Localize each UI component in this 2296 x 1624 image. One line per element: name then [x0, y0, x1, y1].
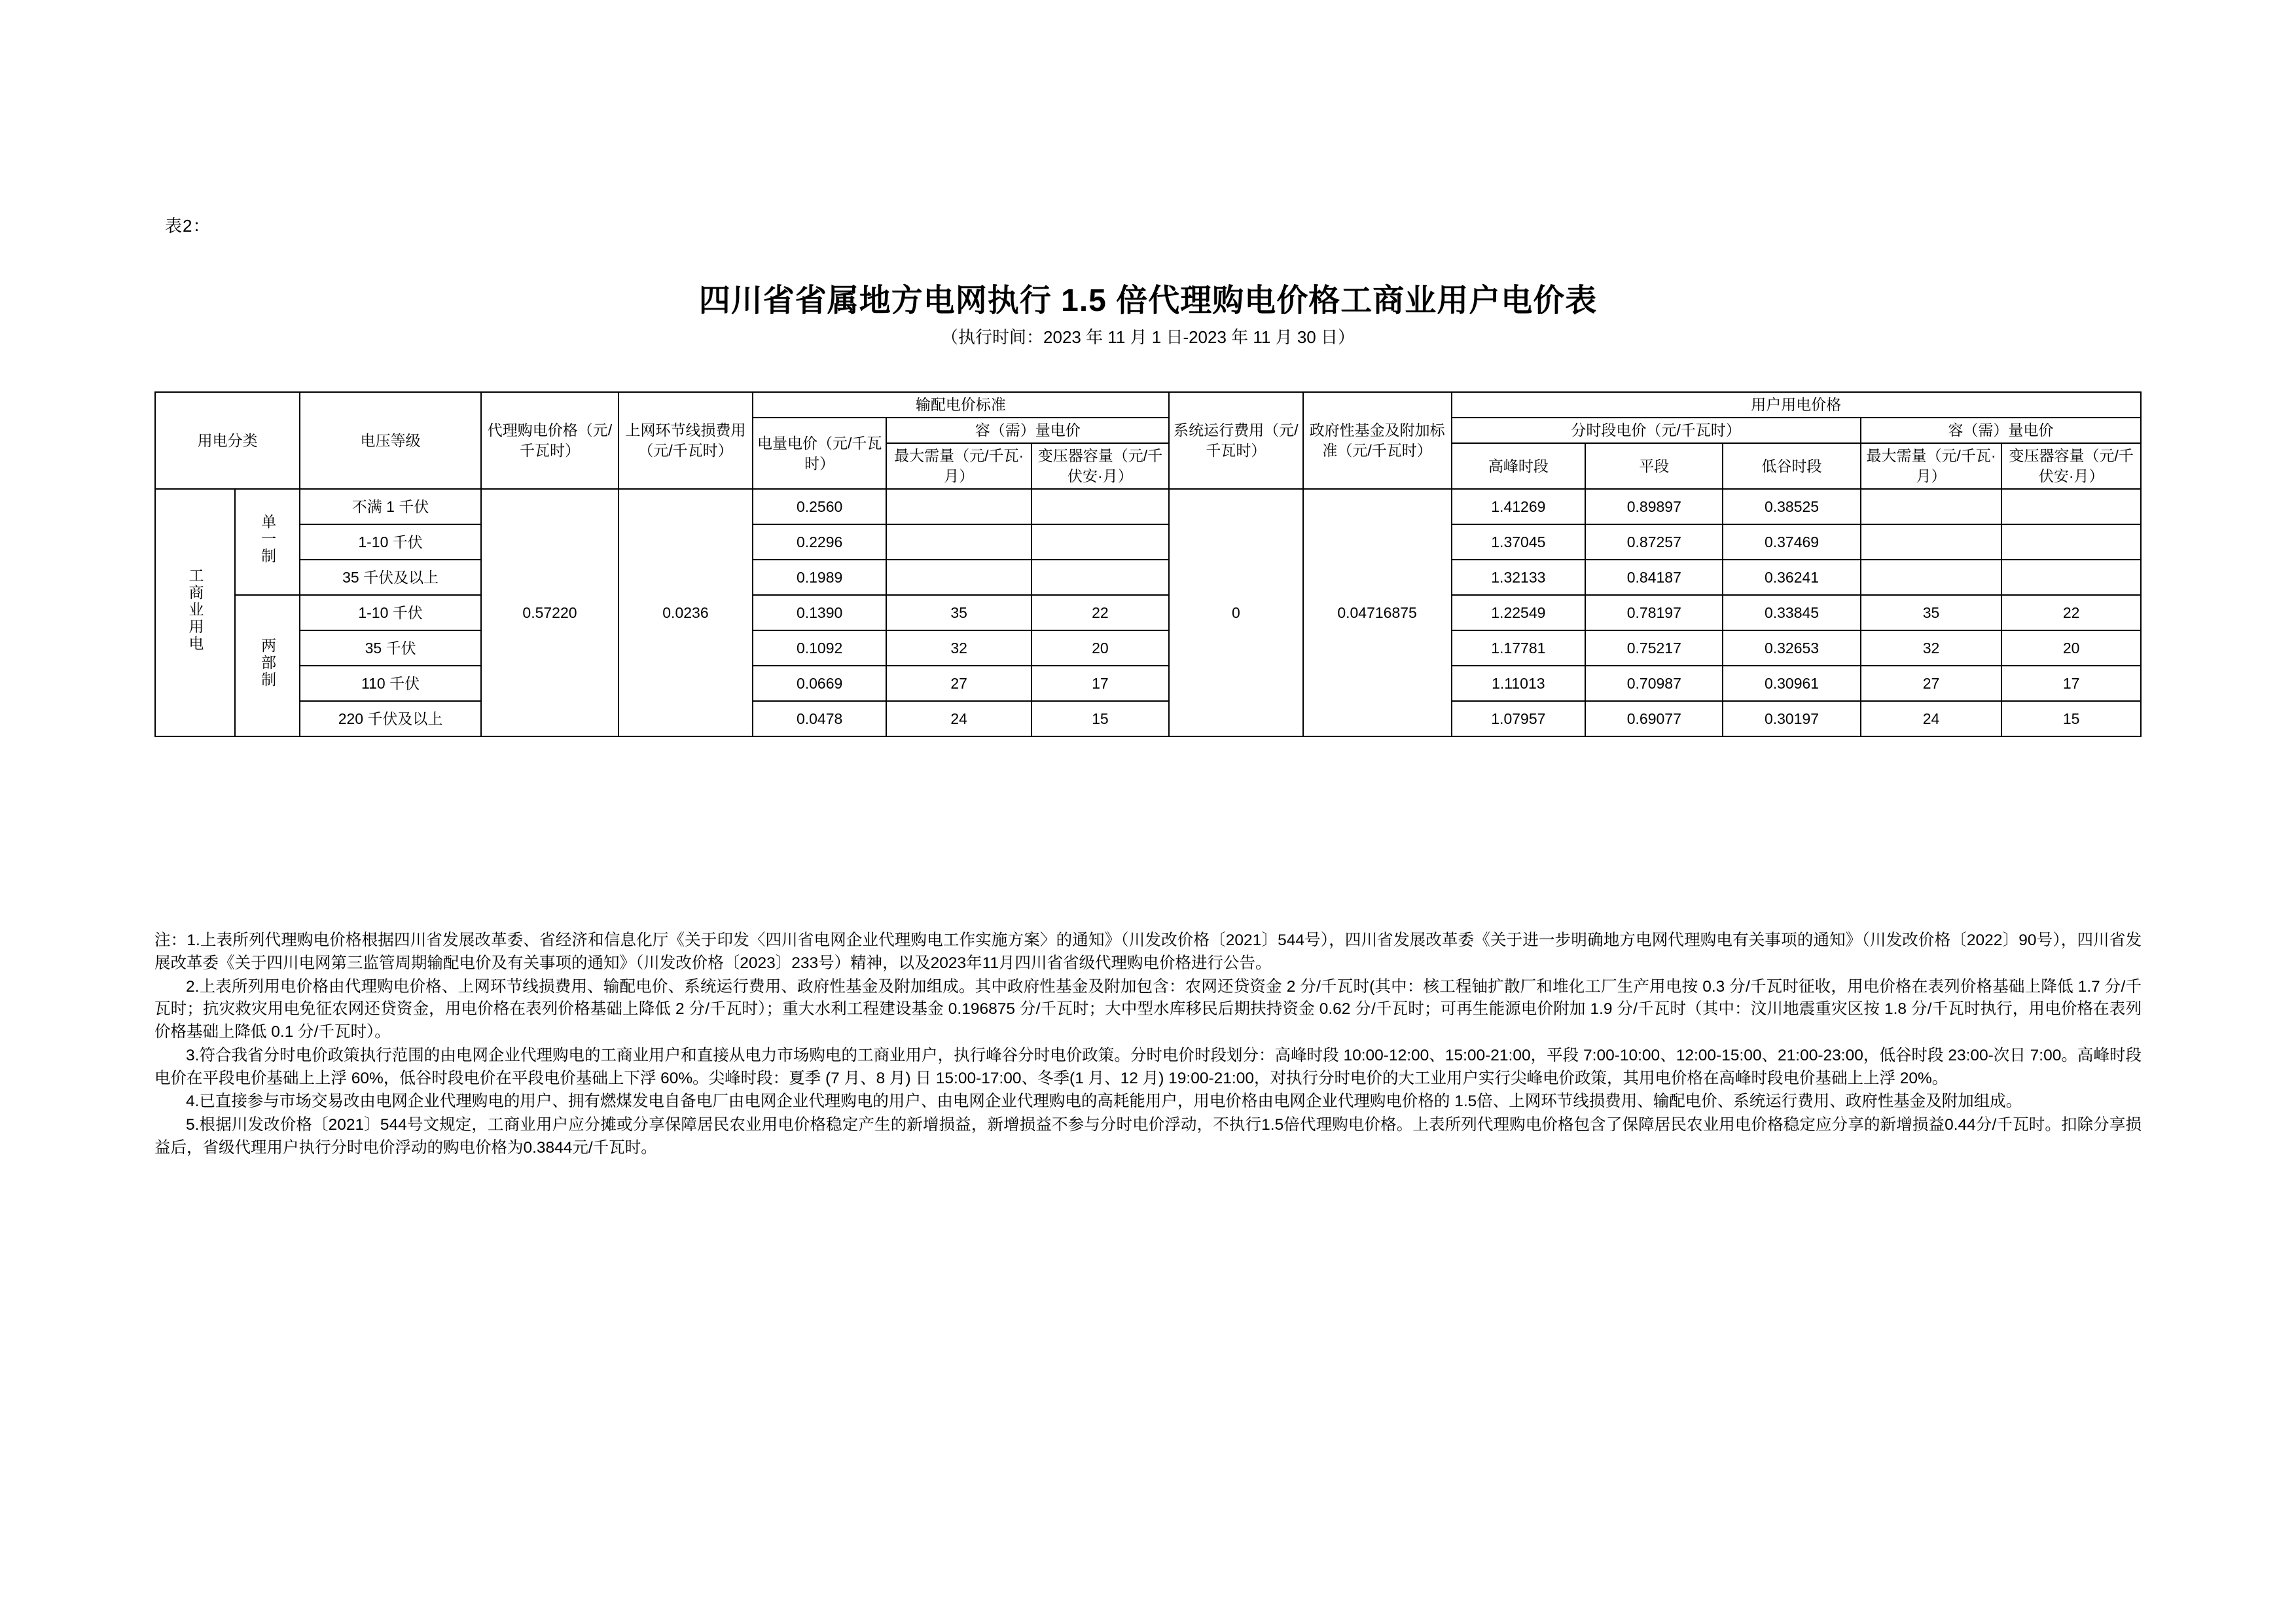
footnote-4: 4.已直接参与市场交易改由电网企业代理购电的用户、拥有燃煤发电自备电厂由电网企业代理购电的用户、由电网企业代理购电的高耗能用户，用电价格由电网企业代理购电价格的 1.5倍、上网环节线损费用、输配电价、系统运行费用、政府性基金及附加组成。: [186, 1092, 2022, 1111]
header-tou-group: 分时段电价（元/千瓦时）: [1452, 418, 1861, 443]
header-grid-loss: 上网环节线损费用（元/千瓦时）: [619, 392, 753, 489]
cell-max-demand: 32: [886, 630, 1031, 666]
electricity-price-table: [154, 391, 2142, 737]
cell-peak: 1.07957: [1452, 701, 1586, 736]
table-row: [155, 560, 2141, 595]
cell-group-single: [235, 489, 300, 595]
cell-system-op-fee: 0: [1169, 489, 1303, 736]
footnote-5: 5.根据川发改价格〔2021〕544号文规定，工商业用户应分摊或分享保障居民农业用电价格稳定产生的新增损益，新增损益不参与分时电价浮动，不执行1.5倍代理购电价格。上表所列代理购电价格包含了保障居民农业用电价格稳定应分享的新增损益0.44分/千瓦时。扣除分享损益后，省级代理用户执行分时电价浮动的购电价格为0.3844元/千瓦时。: [154, 1116, 2142, 1157]
cell-flat: 0.69077: [1585, 701, 1723, 736]
cell-voltage: 35 千伏及以上: [300, 560, 481, 595]
cell-transformer-capacity: 20: [1031, 630, 1169, 666]
table-row: [155, 666, 2141, 701]
cell-flat: 0.75217: [1585, 630, 1723, 666]
cell-transformer-capacity: 22: [1031, 595, 1169, 630]
cell-max-demand: 35: [886, 595, 1031, 630]
cell-max-demand: [886, 489, 1031, 524]
header-voltage: 电压等级: [300, 392, 481, 489]
header-flat: 平段: [1585, 443, 1723, 489]
cell-voltage: 1-10 千伏: [300, 595, 481, 630]
cell-energy-price: 0.1092: [753, 630, 887, 666]
cell-user-transformer-capacity: [2001, 560, 2141, 595]
cell-max-demand: 24: [886, 701, 1031, 736]
table-label: 表2：: [165, 216, 211, 236]
cell-valley: 0.30961: [1723, 666, 1860, 701]
cell-voltage: 110 千伏: [300, 666, 481, 701]
cell-valley: 0.32653: [1723, 630, 1860, 666]
table-row: [155, 595, 2141, 630]
cell-agent-price: 0.57220: [481, 489, 619, 736]
page-subtitle: （执行时间：2023 年 11 月 1 日-2023 年 11 月 30 日）: [941, 327, 1355, 347]
footnote-3: 3.符合我省分时电价政策执行范围的由电网企业代理购电的工商业用户和直接从电力市场购电的工商业用户，执行峰谷分时电价政策。分时电价时段划分：高峰时段 10:00-12:00、15:00-21:00，平段 7:00-10:00、12:00-15:00、21:00-23:00，低谷时段 23:00-次日 7:00。高峰时段电价在平段电价基础上上浮 60%，低谷时段电价在平段电价基础上下浮 60%。尖峰时段：夏季 (7 月、8 月) 日 15:00-17:00、冬季(1 月、12 月) 19:00-21:00，对执行分时电价的大工业用户实行尖峰电价政策，其用电价格在高峰时段电价基础上上浮 20%。: [154, 1046, 2142, 1087]
cell-flat: 0.78197: [1585, 595, 1723, 630]
category-label-text: 工商业用电: [187, 568, 204, 653]
cell-voltage: 220 千伏及以上: [300, 701, 481, 736]
cell-transformer-capacity: 17: [1031, 666, 1169, 701]
price-table-container: [154, 391, 2142, 737]
group-label-single: 单一制: [259, 514, 277, 566]
cell-user-max-demand: [1861, 524, 2002, 560]
cell-peak: 1.37045: [1452, 524, 1586, 560]
footnotes: [154, 929, 2142, 1161]
cell-voltage: 35 千伏: [300, 630, 481, 666]
header-peak: 高峰时段: [1452, 443, 1586, 489]
cell-category-label: [155, 489, 235, 736]
cell-user-max-demand: [1861, 489, 2002, 524]
cell-energy-price: 0.1390: [753, 595, 887, 630]
header-transmission-group: 输配电价标准: [753, 392, 1169, 418]
header-max-demand: 最大需量（元/千瓦·月）: [886, 443, 1031, 489]
cell-peak: 1.11013: [1452, 666, 1586, 701]
header-energy-price: 电量电价（元/千瓦时）: [753, 418, 887, 489]
cell-user-max-demand: 35: [1861, 595, 2002, 630]
cell-energy-price: 0.2560: [753, 489, 887, 524]
cell-flat: 0.87257: [1585, 524, 1723, 560]
header-valley: 低谷时段: [1723, 443, 1860, 489]
cell-flat: 0.84187: [1585, 560, 1723, 595]
cell-user-transformer-capacity: 15: [2001, 701, 2141, 736]
cell-valley: 0.37469: [1723, 524, 1860, 560]
table-row: [155, 489, 2141, 524]
cell-user-max-demand: 24: [1861, 701, 2002, 736]
cell-energy-price: 0.1989: [753, 560, 887, 595]
table-row: [155, 701, 2141, 736]
cell-voltage: 1-10 千伏: [300, 524, 481, 560]
cell-valley: 0.36241: [1723, 560, 1860, 595]
cell-peak: 1.32133: [1452, 560, 1586, 595]
table-header-row-1: [155, 392, 2141, 418]
footnote-2: 2.上表所列用电价格由代理购电价格、上网环节线损费用、输配电价、系统运行费用、政府性基金及附加组成。其中政府性基金及附加包含：农网还贷资金 2 分/千瓦时(其中：核工程铀扩散厂和堆化工厂生产用电按 0.3 分/千瓦时征收，用电价格在表列价格基础上降低 1.7 分/千瓦时；抗灾救灾用电免征农网还贷资金，用电价格在表列价格基础上降低 2 分/千瓦时）；重大水利工程建设基金 0.196875 分/千瓦时；大中型水库移民后期扶持资金 0.62 分/千瓦时；可再生能源电价附加 1.9 分/千瓦时（其中：汶川地震重灾区按 1.8 分/千瓦时执行，用电价格在表列价格基础上降低 0.1 分/千瓦时）。: [154, 977, 2142, 1041]
header-system-op-fee: 系统运行费用（元/千瓦时）: [1169, 392, 1303, 489]
cell-transformer-capacity: [1031, 560, 1169, 595]
table-row: [155, 630, 2141, 666]
cell-grid-loss: 0.0236: [619, 489, 753, 736]
header-gov-fund: 政府性基金及附加标准（元/千瓦时）: [1303, 392, 1452, 489]
cell-max-demand: [886, 524, 1031, 560]
footnote-1: 注：1.上表所列代理购电价格根据四川省发展改革委、省经济和信息化厅《关于印发〈四川省电网企业代理购电工作实施方案〉的通知》（川发改价格〔2021〕544号），四川省发展改革委《关于进一步明确地方电网代理购电有关事项的通知》（川发改价格〔2022〕90号），四川省发展改革委《关于四川电网第三监管周期输配电价及有关事项的通知》（川发改价格〔2023〕233号）精神，以及2023年11月四川省省级代理购电价格进行公告。: [154, 931, 2142, 972]
cell-peak: 1.41269: [1452, 489, 1586, 524]
header-transformer-capacity: 变压器容量（元/千伏安·月）: [1031, 443, 1169, 489]
cell-valley: 0.33845: [1723, 595, 1860, 630]
cell-user-transformer-capacity: 17: [2001, 666, 2141, 701]
cell-voltage: 不满 1 千伏: [300, 489, 481, 524]
cell-user-transformer-capacity: [2001, 489, 2141, 524]
cell-gov-fund: 0.04716875: [1303, 489, 1452, 736]
cell-group-two-part: [235, 595, 300, 736]
cell-user-transformer-capacity: 22: [2001, 595, 2141, 630]
header-user-max-demand: 最大需量（元/千瓦·月）: [1861, 443, 2002, 489]
cell-valley: 0.38525: [1723, 489, 1860, 524]
cell-transformer-capacity: [1031, 489, 1169, 524]
header-user-price-group: 用户用电价格: [1452, 392, 2142, 418]
group-label-two-part: 两部制: [259, 638, 277, 689]
cell-max-demand: [886, 560, 1031, 595]
cell-peak: 1.22549: [1452, 595, 1586, 630]
cell-valley: 0.30197: [1723, 701, 1860, 736]
cell-user-transformer-capacity: 20: [2001, 630, 2141, 666]
cell-user-max-demand: 27: [1861, 666, 2002, 701]
header-agent-price: 代理购电价格（元/千瓦时）: [481, 392, 619, 489]
cell-user-max-demand: 32: [1861, 630, 2002, 666]
table-row: [155, 524, 2141, 560]
cell-max-demand: 27: [886, 666, 1031, 701]
cell-peak: 1.17781: [1452, 630, 1586, 666]
cell-user-transformer-capacity: [2001, 524, 2141, 560]
header-category: 用电分类: [155, 392, 300, 489]
cell-transformer-capacity: [1031, 524, 1169, 560]
page-title: 四川省省属地方电网执行 1.5 倍代理购电价格工商业用户电价表: [698, 283, 1598, 318]
cell-energy-price: 0.0669: [753, 666, 887, 701]
cell-energy-price: 0.2296: [753, 524, 887, 560]
cell-flat: 0.70987: [1585, 666, 1723, 701]
cell-energy-price: 0.0478: [753, 701, 887, 736]
header-capacity-group: 容（需）量电价: [886, 418, 1169, 443]
header-user-transformer-capacity: 变压器容量（元/千伏安·月）: [2001, 443, 2141, 489]
cell-flat: 0.89897: [1585, 489, 1723, 524]
cell-transformer-capacity: 15: [1031, 701, 1169, 736]
cell-user-max-demand: [1861, 560, 2002, 595]
header-user-capacity-group: 容（需）量电价: [1861, 418, 2141, 443]
